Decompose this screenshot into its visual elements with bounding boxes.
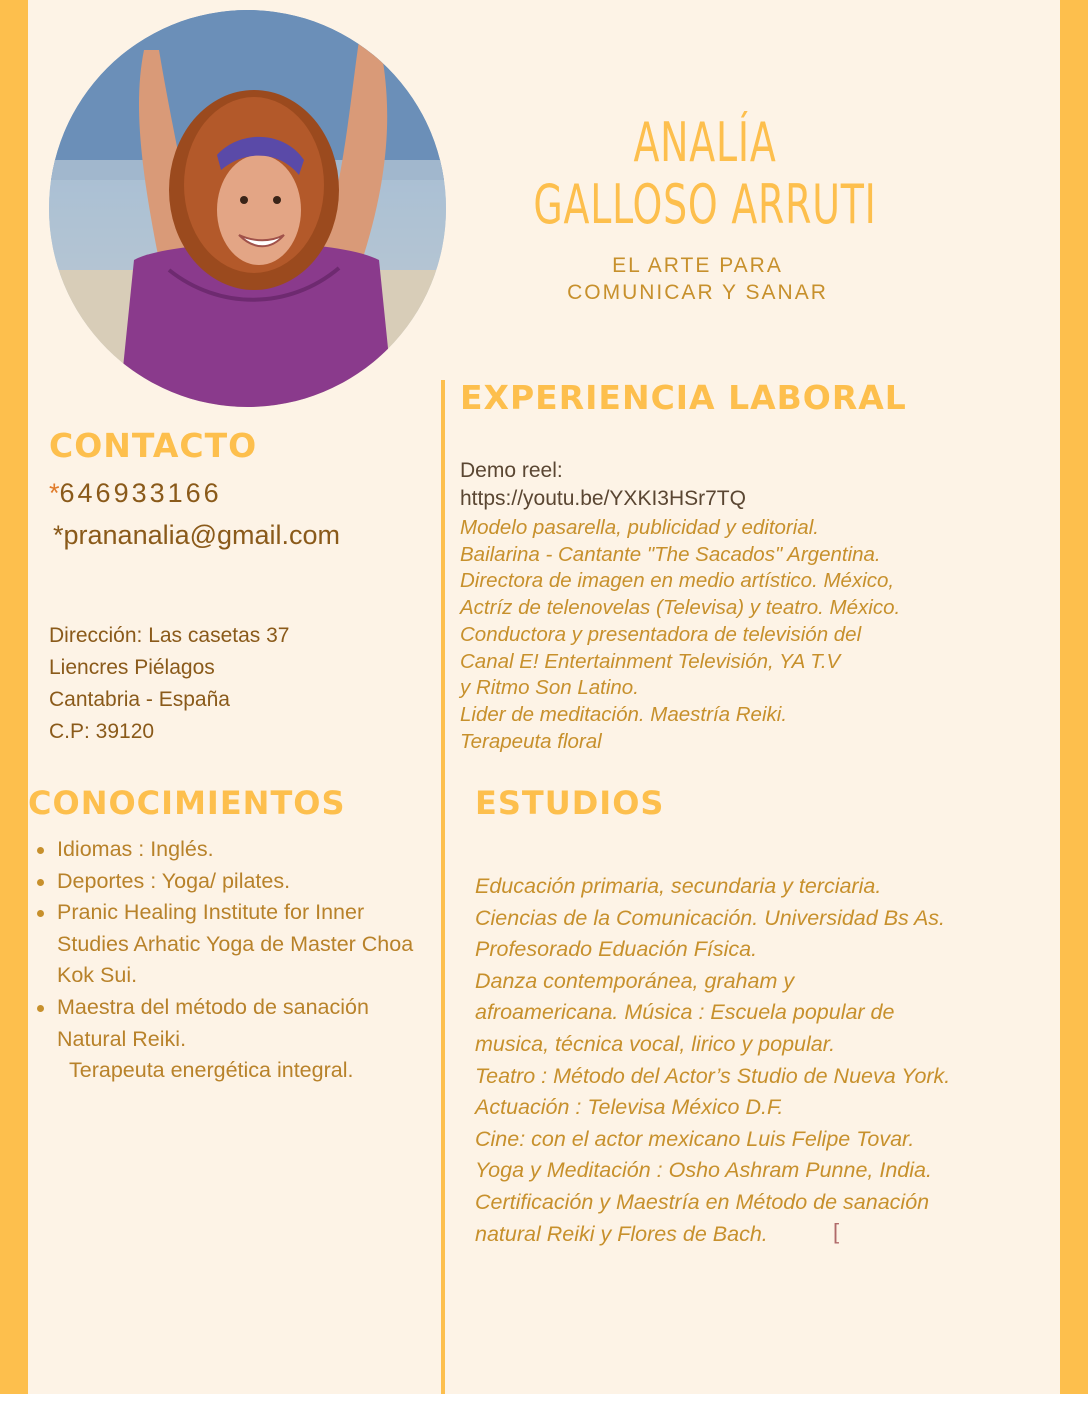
- experience-item: Canal E! Entertainment Televisión, YA T.V: [460, 649, 841, 673]
- tagline-line-2: COMUNICAR Y SANAR: [567, 281, 828, 304]
- studies-line: Teatro : Método del Actor’s Studio de Nueva York.: [475, 1063, 951, 1088]
- skills-heading: CONOCIMIENTOS: [28, 784, 346, 822]
- phone-digits: 646933166: [59, 478, 222, 508]
- studies-line: Yoga y Meditación : Osho Ashram Punne, India.: [475, 1158, 932, 1183]
- address-line: Dirección: Las casetas 37: [49, 624, 290, 647]
- experience-item: Modelo pasarella, publicidad y editorial.: [460, 516, 819, 539]
- tagline: [500, 252, 895, 306]
- experience-heading: EXPERIENCIA LABORAL: [460, 378, 907, 417]
- address-line: Liencres Piélagos: [49, 656, 215, 679]
- email-address[interactable]: *prananalia@gmail.com: [53, 520, 341, 550]
- experience-item: Conductora y presentadora de televisión del: [460, 622, 862, 646]
- list-item: Pranic Healing Institute for Inner Studies Arhatic Yoga de Master Choa Kok Sui.: [30, 897, 430, 992]
- studies-line: Profesorado Eduación Física.: [475, 937, 758, 962]
- experience-item: y Ritmo Son Latino.: [460, 676, 639, 700]
- tagline-line-1: EL ARTE PARA: [612, 254, 783, 277]
- phone-prefix: *: [49, 478, 60, 508]
- studies-list: [475, 871, 950, 1250]
- phone-number[interactable]: [49, 478, 222, 509]
- studies-line: Danza contemporánea, graham y: [475, 968, 795, 993]
- studies-line: Certificación y Maestría en Método de sanación: [475, 1189, 930, 1214]
- experience-item: Lider de meditación. Maestría Reiki.: [460, 702, 788, 726]
- right-accent-bar: [1060, 0, 1088, 1394]
- name-line-1: ANALÍA: [633, 111, 777, 174]
- experience-item: Terapeuta floral: [460, 729, 602, 753]
- studies-line: natural Reiki y Flores de Bach.: [475, 1221, 768, 1246]
- studies-line: musica, técnica vocal, lirico y popular.: [475, 1031, 836, 1056]
- address-line: C.P: 39120: [49, 720, 155, 743]
- studies-line: afroamericana. Música : Escuela popular de: [475, 1000, 895, 1025]
- experience-item: Actríz de telenovelas (Televisa) y teatro. México.: [460, 596, 901, 620]
- experience-item: Bailarina - Cantante "The Sacados" Argentina.: [460, 542, 881, 566]
- skills-list: [30, 834, 430, 1087]
- demo-reel-label: Demo reel:: [460, 459, 563, 482]
- demo-reel-link[interactable]: https://youtu.be/YXKI3HSr7TQ: [460, 487, 746, 510]
- list-item: Deportes : Yoga/ pilates.: [30, 866, 430, 898]
- address-block: [49, 620, 289, 748]
- column-divider: [441, 380, 445, 1394]
- studies-line: Actuación : Televisa México D.F.: [475, 1095, 784, 1120]
- contact-heading: CONTACTO: [49, 426, 258, 465]
- person-name: [522, 112, 889, 236]
- left-accent-bar: [0, 0, 28, 1394]
- list-item-extra: Terapeuta energética integral.: [69, 1058, 354, 1083]
- experience-list: [460, 515, 900, 755]
- name-line-2: GALLOSO ARRUTI: [533, 173, 877, 236]
- profile-photo-illustration: [49, 10, 446, 407]
- studies-heading: ESTUDIOS: [475, 784, 665, 822]
- demo-reel: [460, 457, 746, 513]
- studies-line: Ciencias de la Comunicación. Universidad Bs As.: [475, 905, 946, 930]
- profile-photo: [49, 10, 446, 407]
- studies-line: Educación primaria, secundaria y terciaria.: [475, 874, 882, 898]
- experience-item: Directora de imagen en medio artístico. México,: [460, 569, 895, 593]
- trailing-bracket: [: [833, 1219, 840, 1244]
- list-item: Maestra del método de sanación Natural Reiki.: [30, 992, 430, 1055]
- list-item: Idiomas : Inglés.: [30, 834, 430, 866]
- address-line: Cantabria - España: [49, 688, 230, 711]
- studies-line: Cine: con el actor mexicano Luis Felipe Tovar.: [475, 1126, 915, 1151]
